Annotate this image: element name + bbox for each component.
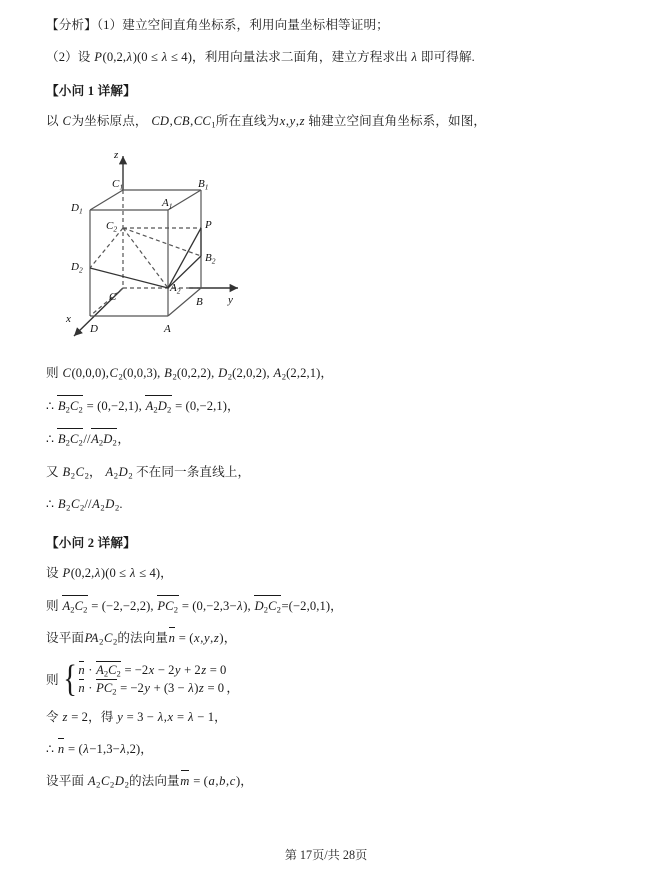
sub-question-1-heading: 【小问 1 详解】 <box>46 83 136 98</box>
vectors-parallel-line: ∴ $B_2C_2//A_2D_2$， <box>46 429 612 449</box>
part1-conclusion-line: ∴ $B_2C_2//A_2D_2$. <box>46 496 123 513</box>
analysis-line-2: （2）设 P(0,2,λ)(0 ≤ λ ≤ 4)，利用向量法求二面角，建立方程求出 λ 即可得解. <box>46 49 475 64</box>
cuboid-diagram-svg <box>46 144 306 352</box>
let-z-line: 令 z = 2，得 y = 3 − λ,x = λ − 1， <box>46 710 227 725</box>
label-C: C <box>109 291 117 304</box>
again-prefix: 又 <box>46 464 59 479</box>
analysis-line2-prefix: （2）设 <box>46 49 91 64</box>
analysis-text-1: （1）建立空间直角坐标系，利用向量坐标相等证明； <box>96 18 389 32</box>
label-P: P <box>205 219 212 232</box>
normal-vector-m-symbol: m <box>180 772 190 791</box>
normal2-prefix: 设平面 <box>46 774 85 789</box>
vector-B2C2: $B_2C_2$ <box>57 396 83 416</box>
equation-system <box>61 657 227 700</box>
vector-A2C2: $A_2C_2$ <box>62 596 88 616</box>
normal2-post: ， <box>240 774 253 789</box>
setup-mid-2: 所在直线为 <box>215 113 280 128</box>
coordinates-line: 则 $C(0,0,0),C_2(0,0,3)$, $B_2(0,2,2)$, $D_2(2,0,2)$, $A_2(2,2,1)$， <box>46 366 334 382</box>
normal1-post: ， <box>223 631 237 646</box>
x-axis-label: x <box>66 313 71 326</box>
setup-lines-math: CD <box>151 113 170 128</box>
page-content <box>46 16 612 804</box>
vector-D2C2: $D_2C_2$ <box>254 596 281 616</box>
setup-mid-1: 为坐标原点， <box>71 113 148 128</box>
label-D1: $D_1$ <box>71 202 83 216</box>
label-A1: $A_1$ <box>162 197 173 211</box>
coords-prefix: 则 <box>46 366 59 381</box>
let-prefix: 令 <box>46 710 59 725</box>
equation-system-line <box>46 657 612 700</box>
system-suffix: ， <box>226 681 239 696</box>
edge-D1-C1 <box>90 190 123 210</box>
setup-post: 轴建立空间直角坐标系，如图， <box>308 113 487 128</box>
vector-equality-line: ∴ $B_2C_2 = (0,-2,1)$, $A_2D_2 = (0,-2,1)$， <box>46 396 612 416</box>
normal2-mid: 的法向量 <box>128 774 180 789</box>
segment-C2-A2 <box>123 228 168 288</box>
equation-row-2: $n \cdot PC_2 = -2y + (3 - \lambda)z = 0$ <box>78 680 224 697</box>
label-A2: $A_2$ <box>170 282 181 296</box>
geometry-figure <box>46 144 612 352</box>
let-mid: ，得 <box>88 710 114 725</box>
segment-C2-D2 <box>90 228 123 268</box>
segment-A2-P <box>168 228 201 288</box>
coordinate-setup-line: 以 C为坐标原点， $CD,CB,CC_1$所在直线为x,y,z 轴建立空间直角坐标系，如图， <box>46 113 487 130</box>
label-B2: $B_2$ <box>205 252 216 266</box>
normal-vector-n-symbol: n <box>168 629 175 648</box>
not-collinear-line: 又 $B_2C_2$， $A_2D_2$ 不在同一条直线上， <box>46 464 251 481</box>
then-vectors-prefix: 则 <box>46 599 59 614</box>
analysis-line2-post: 即可得解. <box>420 49 475 64</box>
set-p-prefix: 设 <box>46 566 59 581</box>
sub-question-2-heading: 【小问 2 详解】 <box>46 536 136 551</box>
axes-labels: x <box>279 113 286 128</box>
vector-B2C2-b: $B_2C_2$ <box>57 429 83 449</box>
label-B1: $B_1$ <box>198 178 209 192</box>
label-A: A <box>164 323 171 336</box>
normal1-mid: 的法向量 <box>117 631 169 646</box>
label-D2: $D_2$ <box>71 261 83 275</box>
z-axis-label: z <box>114 149 119 162</box>
part2-vectors-line: 则 $A_2C_2 = (-2,-2,2)$, $PC_2 = (0,-2,3-\lambda)$, $D_2C_2=(-2,0,1)$， <box>46 596 612 616</box>
normal1-prefix: 设平面 <box>46 631 85 646</box>
label-C2: $C_2$ <box>106 220 118 234</box>
equation-row-1: $n \cdot A_2C_2 = -2x - 2y + 2z = 0$ <box>78 662 227 678</box>
normal-vector-m-line: 设平面 $A_2C_2D_2$的法向量m = (a,b,c)， <box>46 774 253 790</box>
analysis-line2-mid: ，利用向量法求二面角，建立方程求出 <box>192 49 408 64</box>
edge-B1-A1 <box>168 190 201 210</box>
setup-prefix: 以 <box>46 113 59 128</box>
let-post: ， <box>214 710 227 725</box>
label-D: D <box>90 323 98 336</box>
normal-vector-n-line: 设平面$PA_2C_2$的法向量n = (x,y,z)， <box>46 631 237 647</box>
normal-vector-result-line: ∴ n = (λ−1,3−λ,2)， <box>46 740 612 759</box>
segment-D2-A2 <box>90 268 168 288</box>
segment-C2-B2 <box>123 228 201 256</box>
left-brace: { <box>62 657 77 700</box>
analysis-line-1 <box>46 16 612 35</box>
analysis-label: 【分析】 <box>46 18 97 32</box>
vector-A2D2: $A_2D_2$ <box>145 396 172 416</box>
origin-label: C <box>62 113 71 128</box>
vector-A2D2-b: $A_2D_2$ <box>91 429 118 449</box>
not-collinear-text: 不在同一条直线上， <box>135 464 251 479</box>
set-point-p-line: 设 P(0,2,λ)(0 ≤ λ ≤ 4)， <box>46 566 173 581</box>
y-axis-label: y <box>228 294 233 307</box>
set-p-post: ， <box>160 566 173 581</box>
point-p-expression: P <box>94 49 103 64</box>
normal-vector-n-result: n <box>57 740 64 759</box>
label-C1: $C_1$ <box>112 178 124 192</box>
vector-PC2: $PC_2$ <box>157 596 179 616</box>
system-prefix: 则 <box>46 673 59 688</box>
label-B: B <box>196 296 203 309</box>
page-footer: 第 17页/共 28页 <box>284 848 368 862</box>
lambda-symbol: λ <box>411 49 418 64</box>
